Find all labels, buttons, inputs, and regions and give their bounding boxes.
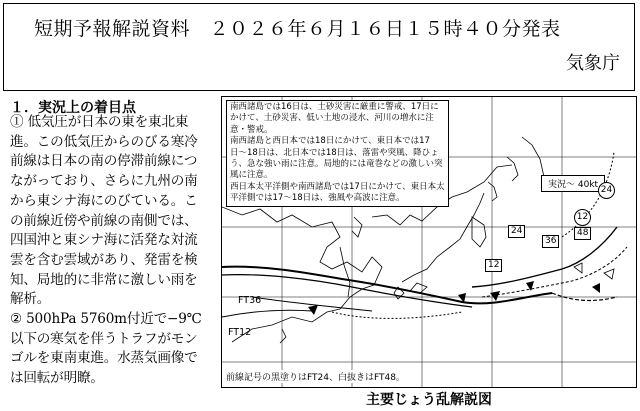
annotation-line-3: 西日本太平洋側や南西諸島では17日にかけて、東日本太平洋側では17〜18日は、強風や高波に注意。: [230, 181, 445, 204]
wind-box-12: 12: [485, 259, 502, 272]
annotation-line-1: 南西諸島では16日は、土砂災害に厳重に警戒、17日にかけて、土砂災害、低い土地の浸水、河川の増水に注意・警戒。: [230, 102, 439, 135]
legend-note: 前線記号の黒塗りはFT24、白抜きはFT48。: [226, 370, 405, 383]
wind-box-48: 48: [574, 227, 591, 240]
paragraph-1: ① 低気圧が日本の東を東北東進。この低気圧からのびる寒冷前線は日本の南の停滞前線につながっており、さらに九州の南から東シナ海にのびている。この前線近傍や前線の南側では、四国沖と東シナ海に活発な対流雲を含む雲域があり、発雷を検知、局地的に非常に激しい雨を解析。: [10, 114, 198, 308]
map-caption: 主要じょう乱解説図: [366, 392, 492, 408]
front-label-ft36: FT36: [238, 295, 262, 306]
speed-label: 実況～ 40kt: [541, 175, 605, 192]
section-title: １．実況上の着目点: [10, 100, 136, 116]
wind-box-24: 24: [508, 225, 525, 238]
front-label-ft12: FT12: [228, 327, 252, 338]
wind-circle-12: 12: [574, 209, 591, 226]
header-box: [3, 3, 635, 91]
disturbance-map: [221, 96, 637, 388]
warning-annotation: [226, 100, 449, 207]
front-symbols-open: [574, 263, 614, 279]
wind-box-36: 36: [542, 235, 559, 248]
section-body: [10, 113, 210, 389]
paragraph-2: ② 500hPa 5760m付近で−9℃以下の寒気を伴うトラフがモンゴルを東南東進。水蒸気画像では回転が明瞭。: [10, 311, 202, 387]
wind-circle-24: 24: [598, 182, 615, 199]
report-title: 短期予報解説資料 ２０２６年６月１６日１５時４０分発表: [34, 18, 561, 40]
annotation-line-2: 南西諸島と西日本では18日にかけて、東日本では17日〜18日は、北日本では18日は、落雷や突風、降ひょう、急な強い雨に注意。局地的には竜巻などの激しい突風に注意。: [230, 136, 443, 181]
agency-name: 気象庁: [566, 53, 620, 74]
